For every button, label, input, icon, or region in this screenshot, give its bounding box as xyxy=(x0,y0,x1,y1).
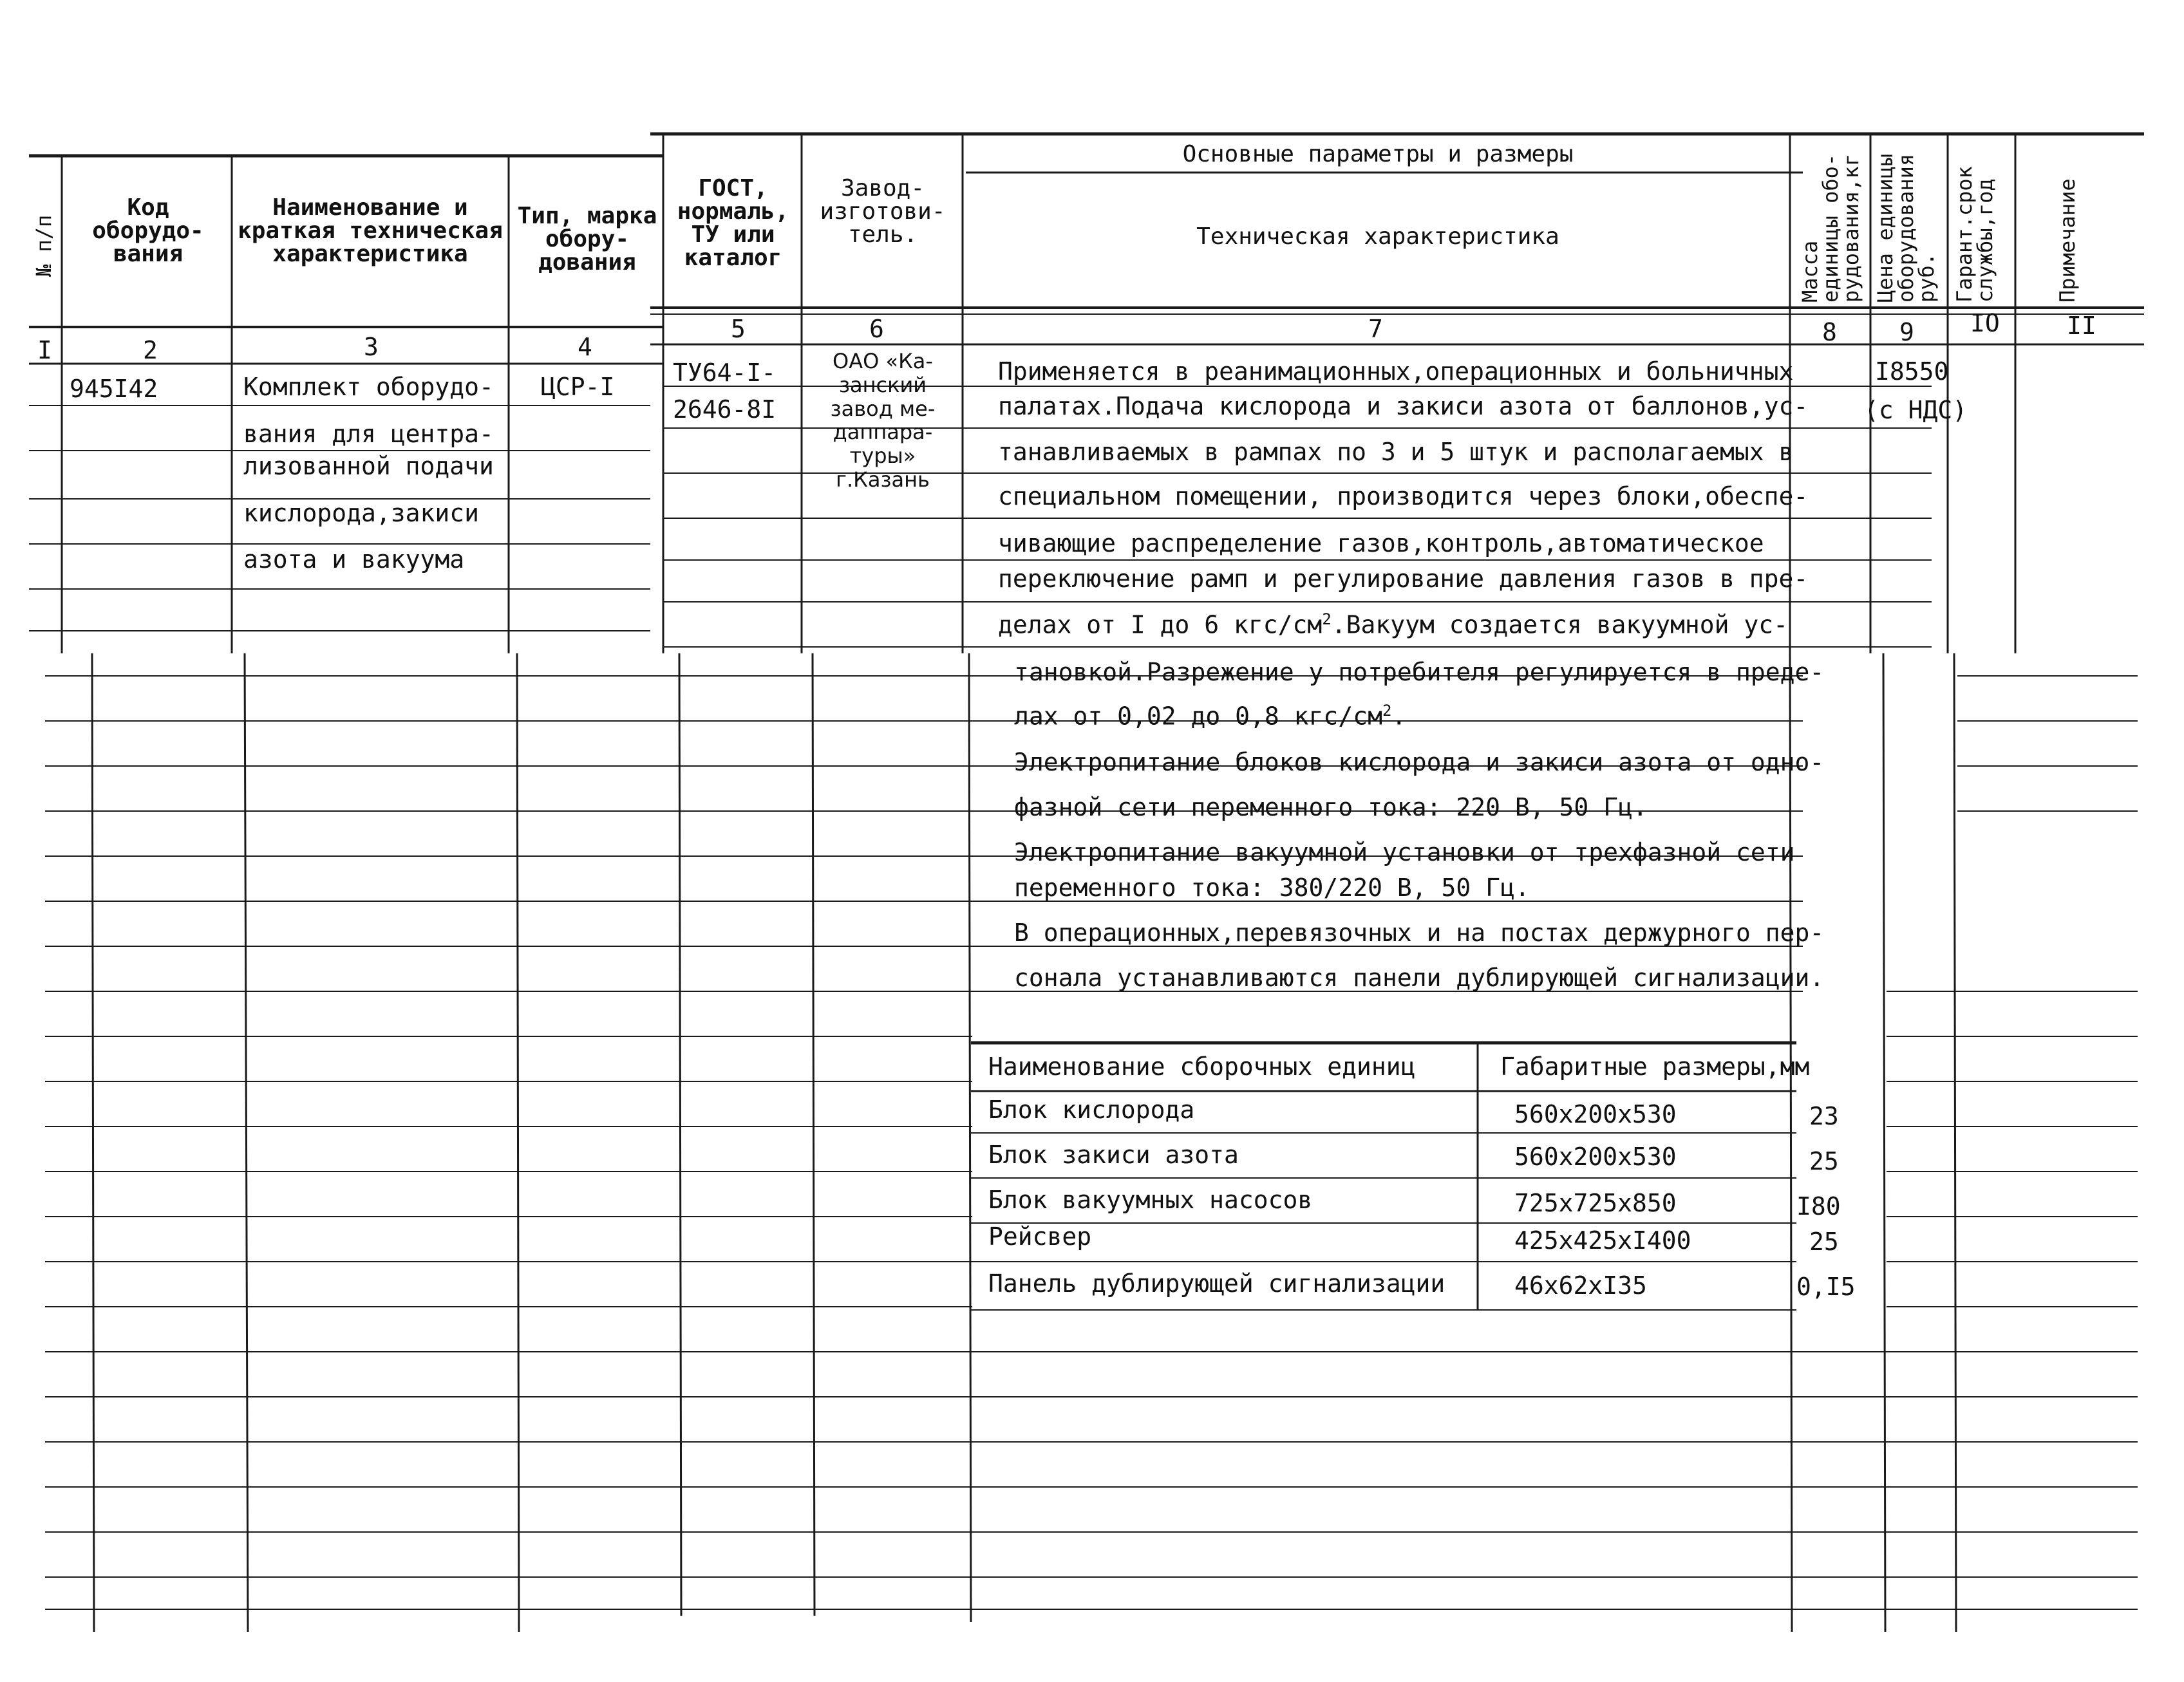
description-line: чивающие распределение газов,контроль,автоматическое xyxy=(998,529,1764,557)
units-row-size: 46х62хI35 xyxy=(1514,1271,1647,1300)
header-col-warranty: Гарант.срок службы,год xyxy=(1952,166,1997,303)
description-line: сонала устанавливаются панели дублирующей сигнализации. xyxy=(1014,964,1825,992)
units-row-name: Блок кислорода xyxy=(988,1096,1195,1124)
header-col-notes: Примечание xyxy=(2055,178,2080,303)
description-line: Применяется в реанимационных,операционных и больничных xyxy=(998,357,1794,386)
cell-price-note: (с НДС) xyxy=(1864,396,1968,424)
colnum-7: 7 xyxy=(1368,315,1383,343)
units-row-name: Блок закиси азота xyxy=(988,1141,1239,1169)
colnum-1: I xyxy=(37,336,52,364)
description-line: делах от I до 6 кгс/$см^2.Вакуум$ создается вакуумной ус- xyxy=(998,610,1788,639)
description-line: танавливаемых в рампах по 3 и 5 штук и располагаемых в xyxy=(998,438,1794,466)
colnum-5: 5 xyxy=(731,315,746,343)
cell-gost-line: ТУ64-I- xyxy=(673,359,777,387)
header-group-params: Основные параметры и размеры xyxy=(1182,141,1574,167)
colnum-6: 6 xyxy=(869,315,884,343)
header-col-gost: ГОСТ, нормаль, ТУ или каталог xyxy=(677,175,789,271)
header-col-number: № п/п xyxy=(32,214,56,277)
header-col-type: Тип, марка обору- дования xyxy=(517,203,657,276)
colnum-10: IO xyxy=(1970,309,2000,337)
cell-name-line: вания для центра- xyxy=(243,420,494,448)
header-col-mass: Масса единицы обо- рудования,кг xyxy=(1798,153,1863,303)
description-line: тановкой.Разрежение у потребителя регулируется в преде- xyxy=(1014,658,1825,686)
cell-type: ЦСР-I xyxy=(541,373,615,401)
description-line: специальном помещении, производится через блоки,обеспе- xyxy=(998,482,1809,510)
cell-gost-line: 2646-8I xyxy=(673,395,777,424)
colnum-3: 3 xyxy=(364,333,379,361)
colnum-2: 2 xyxy=(143,336,158,364)
units-header-size: Габаритные размеры,мм xyxy=(1500,1052,1810,1081)
colnum-11: II xyxy=(2067,312,2096,340)
units-row-mass: 23 xyxy=(1809,1102,1839,1130)
cell-maker xyxy=(806,350,959,492)
header-col-tech: Техническая характеристика xyxy=(1196,223,1559,250)
units-row-name: Рейсвер xyxy=(988,1222,1092,1251)
cell-name-line: Комплект оборудо- xyxy=(243,373,494,401)
header-col-code: Код оборудо- вания xyxy=(92,194,204,267)
maker-line: ОАО «Ка- xyxy=(833,349,933,373)
description-line: Электропитание блоков кислорода и закиси азота от одно- xyxy=(1014,748,1825,776)
units-row-size: 560х200х530 xyxy=(1514,1143,1677,1171)
header-col-maker: Завод- изготови- тель. xyxy=(820,175,946,248)
header-col-name: Наименование и краткая техническая характеристика xyxy=(238,194,503,267)
units-header-name: Наименование сборочных единиц xyxy=(988,1052,1416,1081)
maker-line: занский xyxy=(838,372,927,397)
cell-code: 945I42 xyxy=(70,375,158,403)
units-row-mass: I80 xyxy=(1796,1192,1841,1220)
cell-price: I8550 xyxy=(1875,357,1949,386)
colnum-9: 9 xyxy=(1899,318,1914,346)
description-line: фазной сети переменного тока: 220 В, 50 Гц. xyxy=(1014,793,1648,821)
units-row-size: 560х200х530 xyxy=(1514,1100,1677,1128)
colnum-8: 8 xyxy=(1822,318,1837,346)
units-row-size: 725х725х850 xyxy=(1514,1189,1677,1217)
maker-line: даппара- xyxy=(833,420,933,445)
description-line: Электропитание вакуумной установки от трехфазной сети xyxy=(1014,838,1795,866)
maker-line: г.Казань xyxy=(836,467,930,492)
cell-name-line: кислорода,закиси xyxy=(243,499,480,527)
cell-name-line: лизованной подачи xyxy=(243,452,494,480)
maker-line: туры» xyxy=(849,444,916,469)
description-line: палатах.Подача кислорода и закиси азота от баллонов,ус- xyxy=(998,392,1809,420)
units-row-mass: 0,I5 xyxy=(1796,1273,1856,1301)
description-line: В операционных,перевязочных и на постах держурного пер- xyxy=(1014,919,1825,947)
header-col-price: Цена единицы оборудования руб. xyxy=(1873,153,1939,303)
units-row-name: Блок вакуумных насосов xyxy=(988,1186,1313,1214)
description-line: лах от 0,02 до 0,8 кгс/$см^2$. xyxy=(1014,702,1407,731)
units-row-mass: 25 xyxy=(1809,1147,1839,1175)
colnum-4: 4 xyxy=(578,333,592,361)
cell-name-line: азота и вакуума xyxy=(243,545,465,574)
description-line: переменного тока: 380/220 В, 50 Гц. xyxy=(1014,874,1530,902)
description-line: переключение рамп и регулирование давления газов в пре- xyxy=(998,565,1809,593)
maker-line: завод ме- xyxy=(830,396,936,421)
units-row-size: 425х425хI400 xyxy=(1514,1226,1691,1255)
units-row-name: Панель дублирующей сигнализации xyxy=(988,1269,1445,1298)
units-row-mass: 25 xyxy=(1809,1228,1839,1256)
